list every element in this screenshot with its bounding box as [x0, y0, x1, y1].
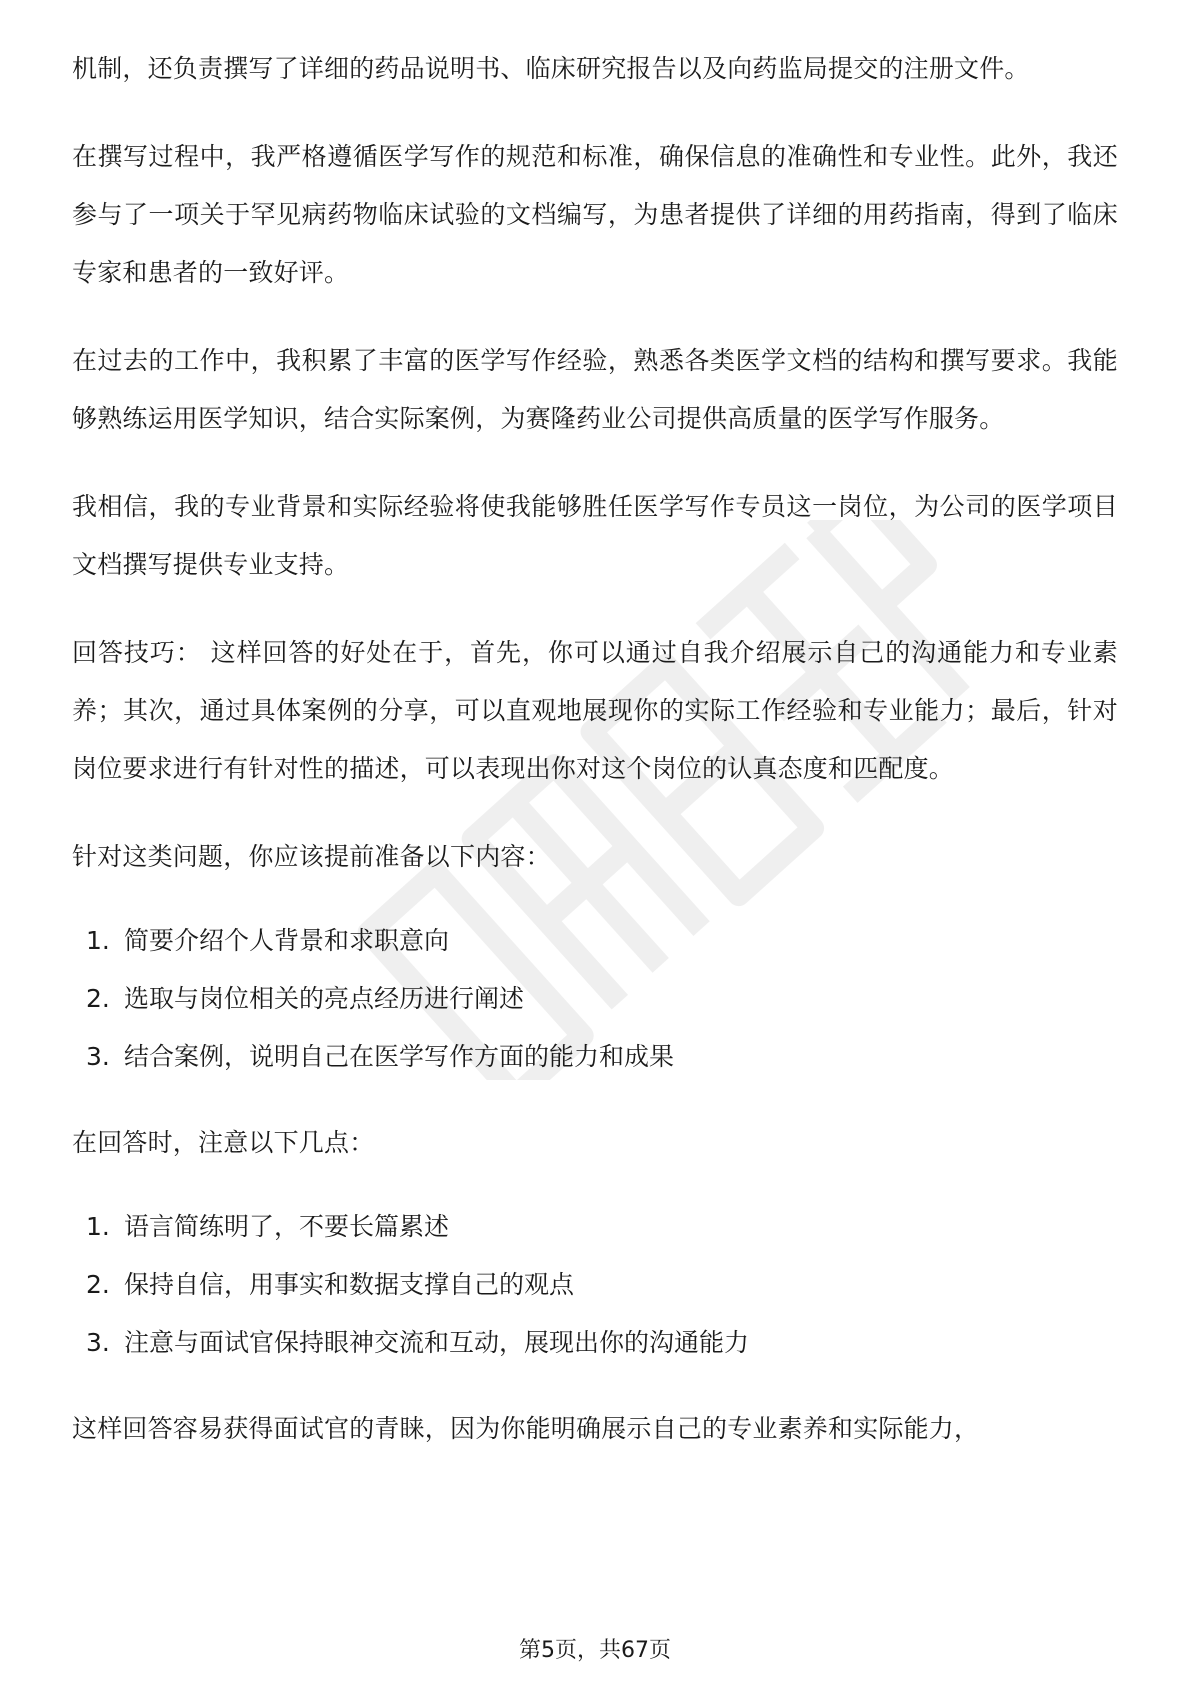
list-number: 2.	[86, 1270, 110, 1299]
list-number: 1.	[86, 926, 110, 955]
list-item-text: 简要介绍个人背景和求职意向	[124, 926, 450, 955]
list-item	[72, 1314, 1118, 1372]
notes-intro: 在回答时，注意以下几点：	[72, 1128, 375, 1157]
list-item-text: 结合案例，说明自己在医学写作方面的能力和成果	[124, 1042, 675, 1071]
list-number: 2.	[86, 984, 110, 1013]
answer-tips-paragraph: 回答技巧： 这样回答的好处在于，首先，你可以通过自我介绍展示自己的沟通能力和专业素养；其次，通过具体案例的分享，可以直观地展现你的实际工作经验和专业能力；最后，针对岗位要求进行有针对性的描述，可以表现出你对这个岗位的认真态度和匹配度。	[72, 638, 1118, 783]
document-body	[72, 40, 1118, 1488]
list-number: 3.	[86, 1042, 110, 1071]
paragraph-1: 机制，还负责撰写了详细的药品说明书、临床研究报告以及向药监局提交的注册文件。	[72, 54, 1030, 83]
list-item	[72, 970, 1118, 1028]
list-item-text: 选取与岗位相关的亮点经历进行阐述	[124, 984, 525, 1013]
paragraph-3: 在过去的工作中，我积累了丰富的医学写作经验，熟悉各类医学文档的结构和撰写要求。我能够熟练运用医学知识，结合实际案例，为赛隆药业公司提供高质量的医学写作服务。	[72, 346, 1118, 433]
list-item-text: 注意与面试官保持眼神交流和互动，展现出你的沟通能力	[124, 1328, 750, 1357]
preparation-intro: 针对这类问题，你应该提前准备以下内容：	[72, 842, 551, 871]
list-number: 1.	[86, 1212, 110, 1241]
closing-paragraph: 这样回答容易获得面试官的青睐，因为你能明确展示自己的专业素养和实际能力，	[72, 1414, 980, 1443]
page-number-footer: 第5页，共67页	[519, 1638, 671, 1663]
preparation-list	[72, 912, 1118, 1086]
list-item	[72, 912, 1118, 970]
paragraph-4: 我相信，我的专业背景和实际经验将使我能够胜任医学写作专员这一岗位，为公司的医学项目文档撰写提供专业支持。	[72, 492, 1118, 579]
list-number: 3.	[86, 1328, 110, 1357]
paragraph-2: 在撰写过程中，我严格遵循医学写作的规范和标准，确保信息的准确性和专业性。此外，我还参与了一项关于罕见病药物临床试验的文档编写，为患者提供了详细的用药指南，得到了临床专家和患者的一致好评。	[72, 142, 1118, 287]
list-item-text: 语言简练明了，不要长篇累述	[124, 1212, 450, 1241]
list-item-text: 保持自信，用事实和数据支撑自己的观点	[124, 1270, 575, 1299]
list-item	[72, 1198, 1118, 1256]
list-item	[72, 1028, 1118, 1086]
list-item	[72, 1256, 1118, 1314]
notes-list	[72, 1198, 1118, 1372]
